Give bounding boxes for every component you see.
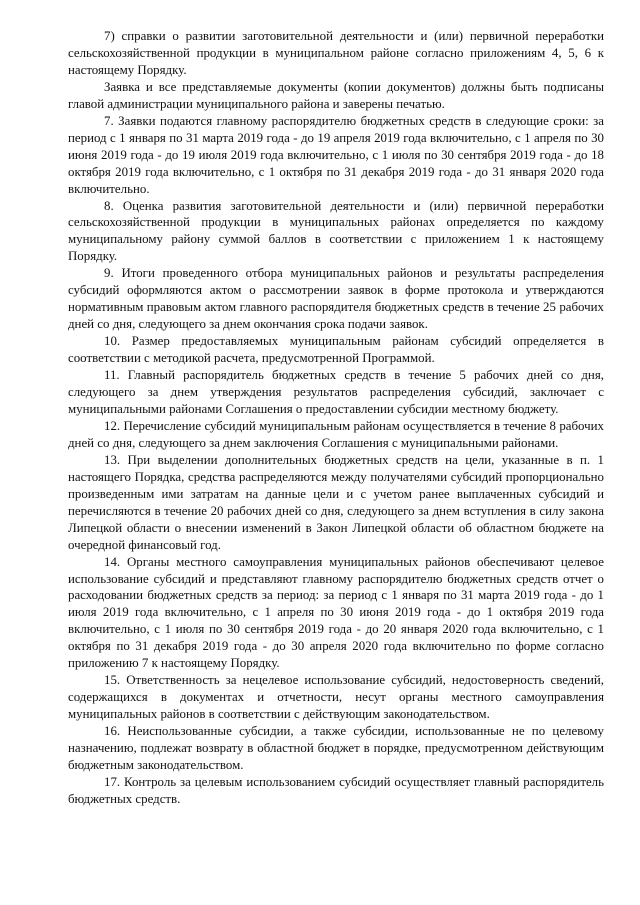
- paragraph-12-transfer: 12. Перечисление субсидий муниципальным районам осуществляется в течение 8 рабочих дней со дня, следующего за днем заключения Соглашения с муниципальными районами.: [68, 418, 604, 450]
- paragraph-13-additional-funds: 13. При выделении дополнительных бюджетных средств на цели, указанные в п. 1 настоящего Порядка, средства распределяются между получателями субсидий пропорционально произведенным ими затратам на данные цели и с учетом ранее выплаченных субсидий и перечисляются в течение 20 рабочих дней со дня, следующего за днем вступления в силу закона Липецкой области о внесении изменений в Закон Липецкой области об областном бюджете на очередной финансовый год.: [68, 452, 604, 552]
- paragraph-11-agreements: 11. Главный распорядитель бюджетных средств в течение 5 рабочих дней со дня, следующего за днем утверждения результатов распределения субсидий, заключает с муниципальными районами Соглашения о предоставлении субсидии местному бюджету.: [68, 368, 604, 416]
- paragraph-9-selection-results: 9. Итоги проведенного отбора муниципальных районов и результаты распределения субсидий оформляются актом о рассмотрении заявок в форме протокола и утверждаются нормативным правовым актом главного распорядителя бюджетных средств в течение 25 рабочих дней со дня, следующего за днем окончания срока подачи заявок.: [68, 266, 604, 332]
- paragraph-16-unused-subsidies: 16. Неиспользованные субсидии, а также субсидии, использованные не по целевому назначению, подлежат возврату в областной бюджет в порядке, предусмотренном действующим бюджетным законодательством.: [68, 724, 604, 772]
- paragraph-15-responsibility: 15. Ответственность за нецелевое использование субсидий, недостоверность сведений, содержащихся в документах и отчетности, несут органы местного самоуправления муниципальных районов в соответствии с действующим законодательством.: [68, 673, 604, 722]
- document-page: [68, 28, 604, 808]
- paragraph-14-reporting: 14. Органы местного самоуправления муниципальных районов обеспечивают целевое использование субсидий и представляют главному распорядителю бюджетных средств отчет о расходовании бюджетных средств за период: за период с 1 января по 31 марта 2019 года - до 1 июля 2019 года включительно, с 1 апреля по 30 июня 2019 года - до 1 октября 2019 года включительно, с 1 июля по 30 сентября 2019 года - до 20 января 2020 года включительно, с 1 октября по 31 декабря 2019 года - до 30 апреля 2020 года включительно по форме согласно приложению 7 к настоящему Порядку.: [68, 554, 604, 671]
- paragraph-10-subsidy-amount: 10. Размер предоставляемых муниципальным районам субсидий определяется в соответствии с методикой расчета, предусмотренной Программой.: [68, 334, 604, 366]
- paragraph-7-application-deadlines: 7. Заявки подаются главному распорядителю бюджетных средств в следующие сроки: за период с 1 января по 31 марта 2019 года - до 19 апреля 2019 года включительно, с 1 апреля по 30 июня 2019 года - до 19 июля 2019 года включительно, с 1 июля по 30 сентября 2019 года - до 18 октября 2019 года включительно, с 1 октября по 31 декабря 2019 года - до 31 января 2020 года включительно.: [68, 113, 604, 196]
- paragraph-signature-requirement: Заявка и все представляемые документы (копии документов) должны быть подписаны главой администрации муниципального района и заверены печатью.: [68, 79, 604, 111]
- paragraph-item-7-certificates: 7) справки о развитии заготовительной деятельности и (или) первичной переработки сельскохозяйственной продукции в муниципальном районе согласно приложениям 4, 5, 6 к настоящему Порядку.: [68, 29, 604, 77]
- paragraph-17-control: 17. Контроль за целевым использованием субсидий осуществляет главный распорядитель бюджетных средств.: [68, 774, 604, 806]
- paragraph-8-assessment: 8. Оценка развития заготовительной деятельности и (или) первичной переработки сельскохозяйственной продукции в муниципальных районах определяется по каждому муниципальному району суммой баллов в соответствии с приложением 1 к настоящему Порядку.: [68, 198, 604, 264]
